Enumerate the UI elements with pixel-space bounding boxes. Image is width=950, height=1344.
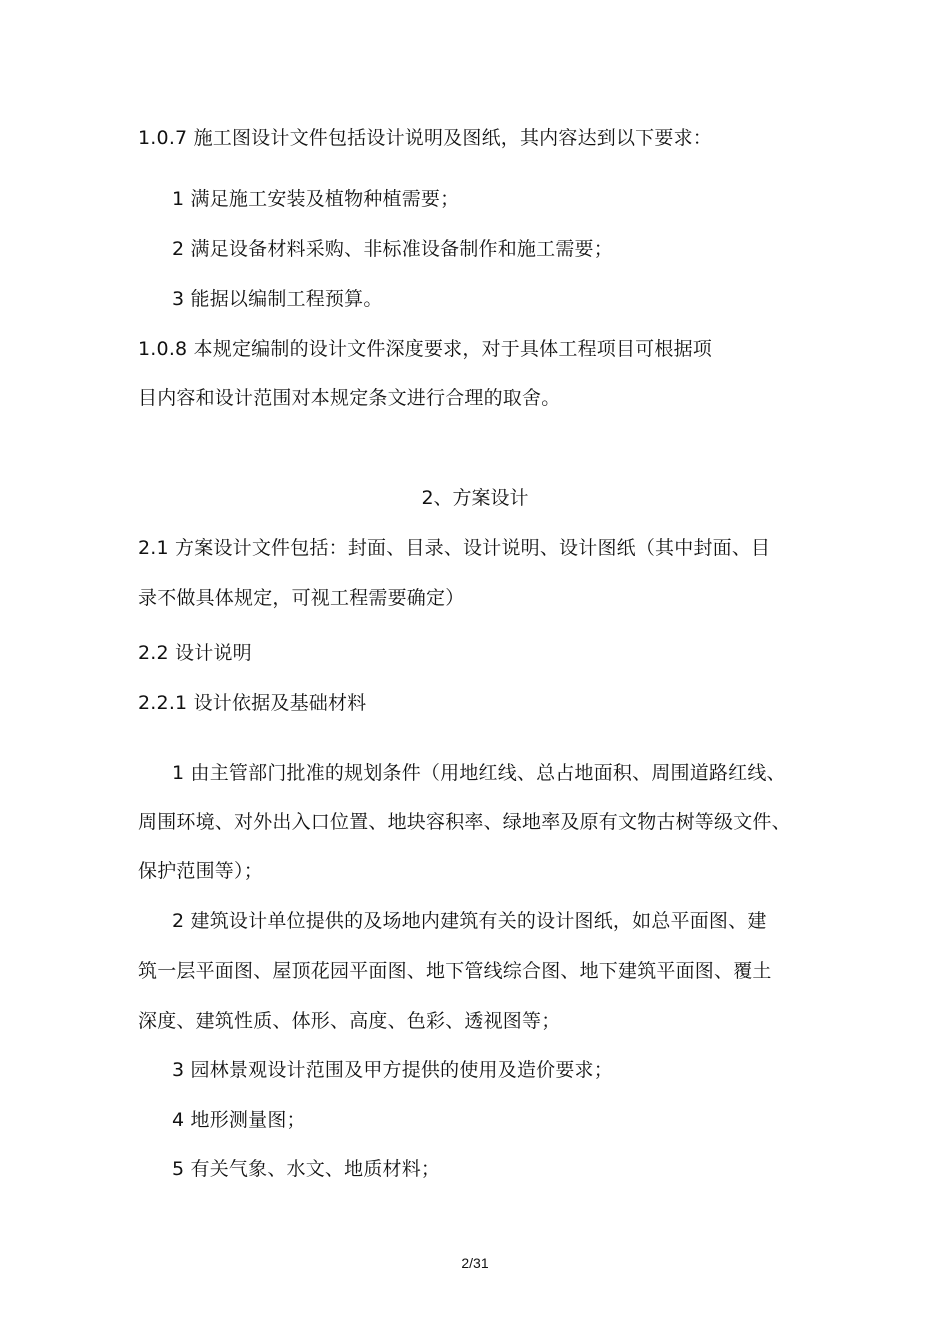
clause-2-1-line-2: 录不做具体规定，可视工程需要确定）	[138, 587, 465, 609]
basis-item-2-line-2: 筑一层平面图、屋顶花园平面图、地下管线综合图、地下建筑平面图、覆土	[138, 960, 772, 982]
list-item-1: 1 满足施工安装及植物种植需要；	[172, 188, 460, 210]
basis-item-1-line-2: 周围环境、对外出入口位置、地块容积率、绿地率及原有文物古树等级文件、	[138, 811, 791, 833]
basis-item-1-line-3: 保护范围等）；	[138, 860, 263, 882]
list-item-3: 3 能据以编制工程预算。	[172, 288, 383, 310]
basis-item-4: 4 地形测量图；	[172, 1109, 306, 1131]
basis-item-1-line-1: 1 由主管部门批准的规划条件（用地红线、总占地面积、周围道路红线、	[172, 762, 786, 784]
basis-item-2-line-1: 2 建筑设计单位提供的及场地内建筑有关的设计图纸，如总平面图、建	[172, 910, 767, 932]
basis-item-5: 5 有关气象、水文、地质材料；	[172, 1158, 441, 1180]
clause-1-0-7: 1.0.7 施工图设计文件包括设计说明及图纸，其内容达到以下要求：	[138, 127, 712, 149]
clause-1-0-8-line-1: 1.0.8 本规定编制的设计文件深度要求，对于具体工程项目可根据项	[138, 338, 712, 360]
clause-2-2-1-heading: 2.2.1 设计依据及基础材料	[138, 692, 367, 714]
basis-item-3: 3 园林景观设计范围及甲方提供的使用及造价要求；	[172, 1059, 613, 1081]
basis-item-2-line-3: 深度、建筑性质、体形、高度、色彩、透视图等；	[138, 1010, 561, 1032]
section-heading: 2、方案设计	[421, 487, 529, 509]
list-item-2: 2 满足设备材料采购、非标准设备制作和施工需要；	[172, 238, 613, 260]
clause-1-0-8-line-2: 目内容和设计范围对本规定条文进行合理的取舍。	[138, 387, 561, 409]
clause-2-2-heading: 2.2 设计说明	[138, 642, 252, 664]
page-number: 2/31	[461, 1255, 489, 1271]
clause-2-1-line-1: 2.1 方案设计文件包括：封面、目录、设计说明、设计图纸（其中封面、目	[138, 537, 771, 559]
